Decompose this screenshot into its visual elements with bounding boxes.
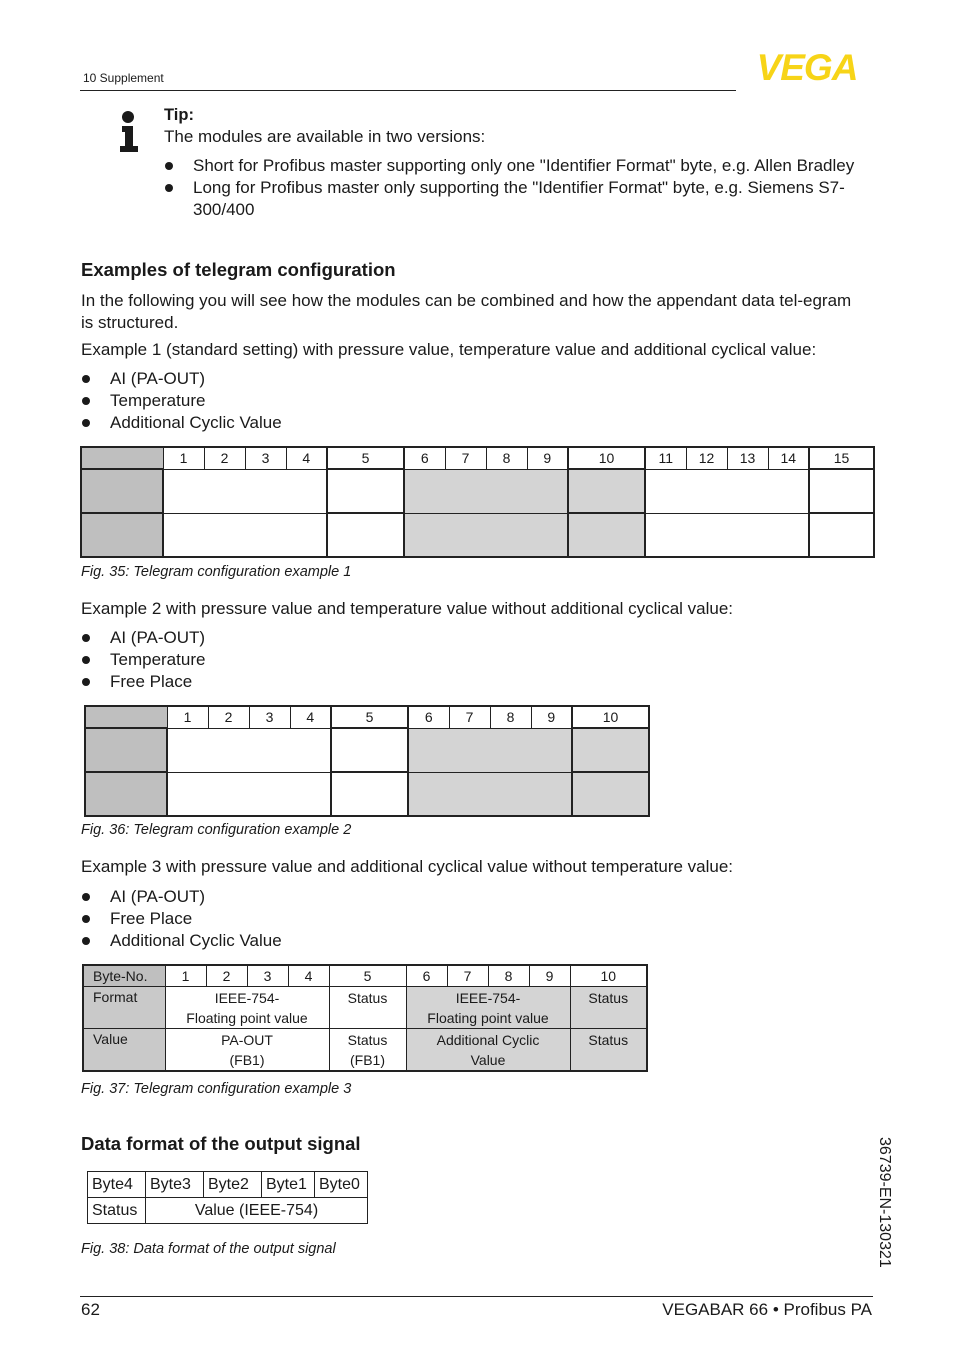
figure-caption: Fig. 36: Telegram configuration example 2 (81, 822, 352, 838)
table-cell (81, 513, 163, 557)
format-cell (165, 987, 329, 1029)
section-heading: Examples of telegram configuration (81, 259, 396, 280)
byte-cell: Byte2 (204, 1172, 262, 1198)
byte-cell: 5 (331, 706, 408, 728)
byte-cell: 13 (727, 447, 768, 469)
table-cell (331, 772, 408, 816)
table-cell (85, 728, 167, 772)
svg-text:VEGA: VEGA (756, 50, 858, 84)
byte-cell: 1 (163, 447, 204, 469)
table-cell (81, 469, 163, 513)
format-text: Status (588, 990, 629, 1006)
value-cell (406, 1029, 570, 1072)
footer-divider (80, 1296, 873, 1297)
value-cell (329, 1029, 406, 1072)
format-text: Floating point value (186, 1010, 308, 1026)
value-cell (165, 1029, 329, 1072)
document-id: 36739-EN-130321 (876, 1137, 893, 1268)
list-item: Additional Cyclic Value (81, 930, 481, 952)
telegram-table-2 (84, 705, 650, 817)
list-item: Free Place (81, 671, 481, 693)
byte-cell: 9 (529, 965, 570, 987)
value-text: Status (588, 1032, 629, 1048)
byte-cell: 3 (245, 447, 286, 469)
value-text: PA-OUT (221, 1032, 273, 1048)
byte-cell: 2 (206, 965, 247, 987)
value-cell: Value (IEEE-754) (146, 1198, 368, 1224)
format-text: Status (347, 990, 388, 1006)
value-text: (FB1) (229, 1052, 265, 1068)
data-format-table (87, 1171, 368, 1224)
example-1-list (81, 368, 481, 434)
table-cell (572, 772, 649, 816)
format-text: Floating point value (427, 1010, 549, 1026)
byte-cell: 8 (488, 965, 529, 987)
format-cell (406, 987, 570, 1029)
list-item: Long for Profibus master only supporting the "Identifier Format" byte, e.g. Siemens S7-300/400 (164, 177, 864, 221)
byte-cell: 7 (445, 447, 486, 469)
value-text: Value (470, 1052, 506, 1068)
byte-cell: 2 (208, 706, 249, 728)
byte-cell: 6 (408, 706, 449, 728)
byte-cell: 4 (286, 447, 327, 469)
telegram-table-3 (82, 964, 648, 1072)
byte-cell: Byte1 (262, 1172, 315, 1198)
table-cell (568, 469, 645, 513)
table-cell (645, 469, 809, 513)
info-icon (115, 110, 143, 154)
byte-cell: 14 (768, 447, 809, 469)
byte-cell: 10 (572, 706, 649, 728)
list-item: Temperature (81, 649, 481, 671)
format-cell (329, 987, 406, 1029)
table-cell (327, 469, 404, 513)
footer-title: VEGABAR 66 • Profibus PA (662, 1300, 872, 1319)
figure-caption: Fig. 38: Data format of the output signal (81, 1241, 336, 1257)
byte-cell: 1 (167, 706, 208, 728)
byte-cell: 7 (447, 965, 488, 987)
byte-cell: 11 (645, 447, 686, 469)
tip-text: The modules are available in two versions: (164, 127, 486, 146)
table-cell (645, 513, 809, 557)
byte-cell: 12 (686, 447, 727, 469)
example-1-text: Example 1 (standard setting) with pressure value, temperature value and additional cyclical value: (81, 340, 817, 359)
byte-cell: 10 (568, 447, 645, 469)
list-item: AI (PA-OUT) (81, 627, 481, 649)
table-cell (167, 772, 331, 816)
table-cell (81, 447, 163, 469)
format-cell (570, 987, 647, 1029)
byte-cell: 4 (288, 965, 329, 987)
byte-cell: 6 (406, 965, 447, 987)
tip-list (164, 155, 864, 221)
table-cell (809, 469, 874, 513)
value-cell (570, 1029, 647, 1072)
byte-cell: 8 (486, 447, 527, 469)
table-cell (568, 513, 645, 557)
table-cell (404, 469, 568, 513)
table-cell (163, 469, 327, 513)
figure-caption: Fig. 37: Telegram configuration example 3 (81, 1081, 352, 1097)
list-item: AI (PA-OUT) (81, 886, 481, 908)
table-cell (404, 513, 568, 557)
byte-no-label: Byte-No. (83, 965, 165, 987)
format-text: IEEE-754- (214, 990, 280, 1006)
table-cell (327, 513, 404, 557)
byte-cell: 9 (527, 447, 568, 469)
list-item: Free Place (81, 908, 481, 930)
byte-cell: 4 (290, 706, 331, 728)
list-item: AI (PA-OUT) (81, 368, 481, 390)
list-item: Additional Cyclic Value (81, 412, 481, 434)
byte-cell: 7 (449, 706, 490, 728)
table-cell (85, 706, 167, 728)
table-cell (408, 728, 572, 772)
figure-caption: Fig. 35: Telegram configuration example 1 (81, 564, 352, 580)
list-item: Temperature (81, 390, 481, 412)
example-3-text: Example 3 with pressure value and additional cyclical value without temperature value: (81, 857, 734, 876)
section-heading: Data format of the output signal (81, 1133, 361, 1154)
byte-cell: 9 (531, 706, 572, 728)
byte-cell: Byte0 (315, 1172, 368, 1198)
byte-cell: 5 (327, 447, 404, 469)
byte-cell: 3 (247, 965, 288, 987)
table-cell (331, 728, 408, 772)
value-text: Status (347, 1032, 388, 1048)
telegram-table-1 (80, 446, 875, 558)
header-divider (80, 90, 736, 91)
table-cell (167, 728, 331, 772)
byte-cell: Byte4 (88, 1172, 146, 1198)
example-3-list (81, 886, 481, 952)
format-label: Format (83, 987, 165, 1029)
byte-cell: 5 (329, 965, 406, 987)
byte-cell: 6 (404, 447, 445, 469)
byte-cell: 8 (490, 706, 531, 728)
byte-cell: 3 (249, 706, 290, 728)
intro-paragraph: In the following you will see how the modules can be combined and how the appendant data tel-egram is structured. (81, 291, 852, 332)
format-text: IEEE-754- (455, 990, 521, 1006)
byte-cell: 10 (570, 965, 647, 987)
status-cell: Status (88, 1198, 146, 1224)
vega-logo (741, 50, 873, 84)
tip-title: Tip: (164, 106, 194, 124)
byte-cell: 15 (809, 447, 874, 469)
example-2-text: Example 2 with pressure value and temperature value without additional cyclical value: (81, 599, 734, 618)
list-item: Short for Profibus master supporting only one "Identifier Format" byte, e.g. Allen Bradley (164, 155, 864, 177)
table-cell (809, 513, 874, 557)
table-cell (572, 728, 649, 772)
table-cell (85, 772, 167, 816)
value-label: Value (83, 1029, 165, 1072)
value-text: (FB1) (350, 1052, 385, 1068)
page-number: 62 (81, 1300, 100, 1319)
table-cell (163, 513, 327, 557)
byte-cell: 2 (204, 447, 245, 469)
section-label: 10 Supplement (83, 71, 164, 85)
example-2-list (81, 627, 481, 693)
byte-cell: Byte3 (146, 1172, 204, 1198)
byte-cell: 1 (165, 965, 206, 987)
table-cell (408, 772, 572, 816)
value-text: Additional Cyclic (436, 1032, 540, 1048)
